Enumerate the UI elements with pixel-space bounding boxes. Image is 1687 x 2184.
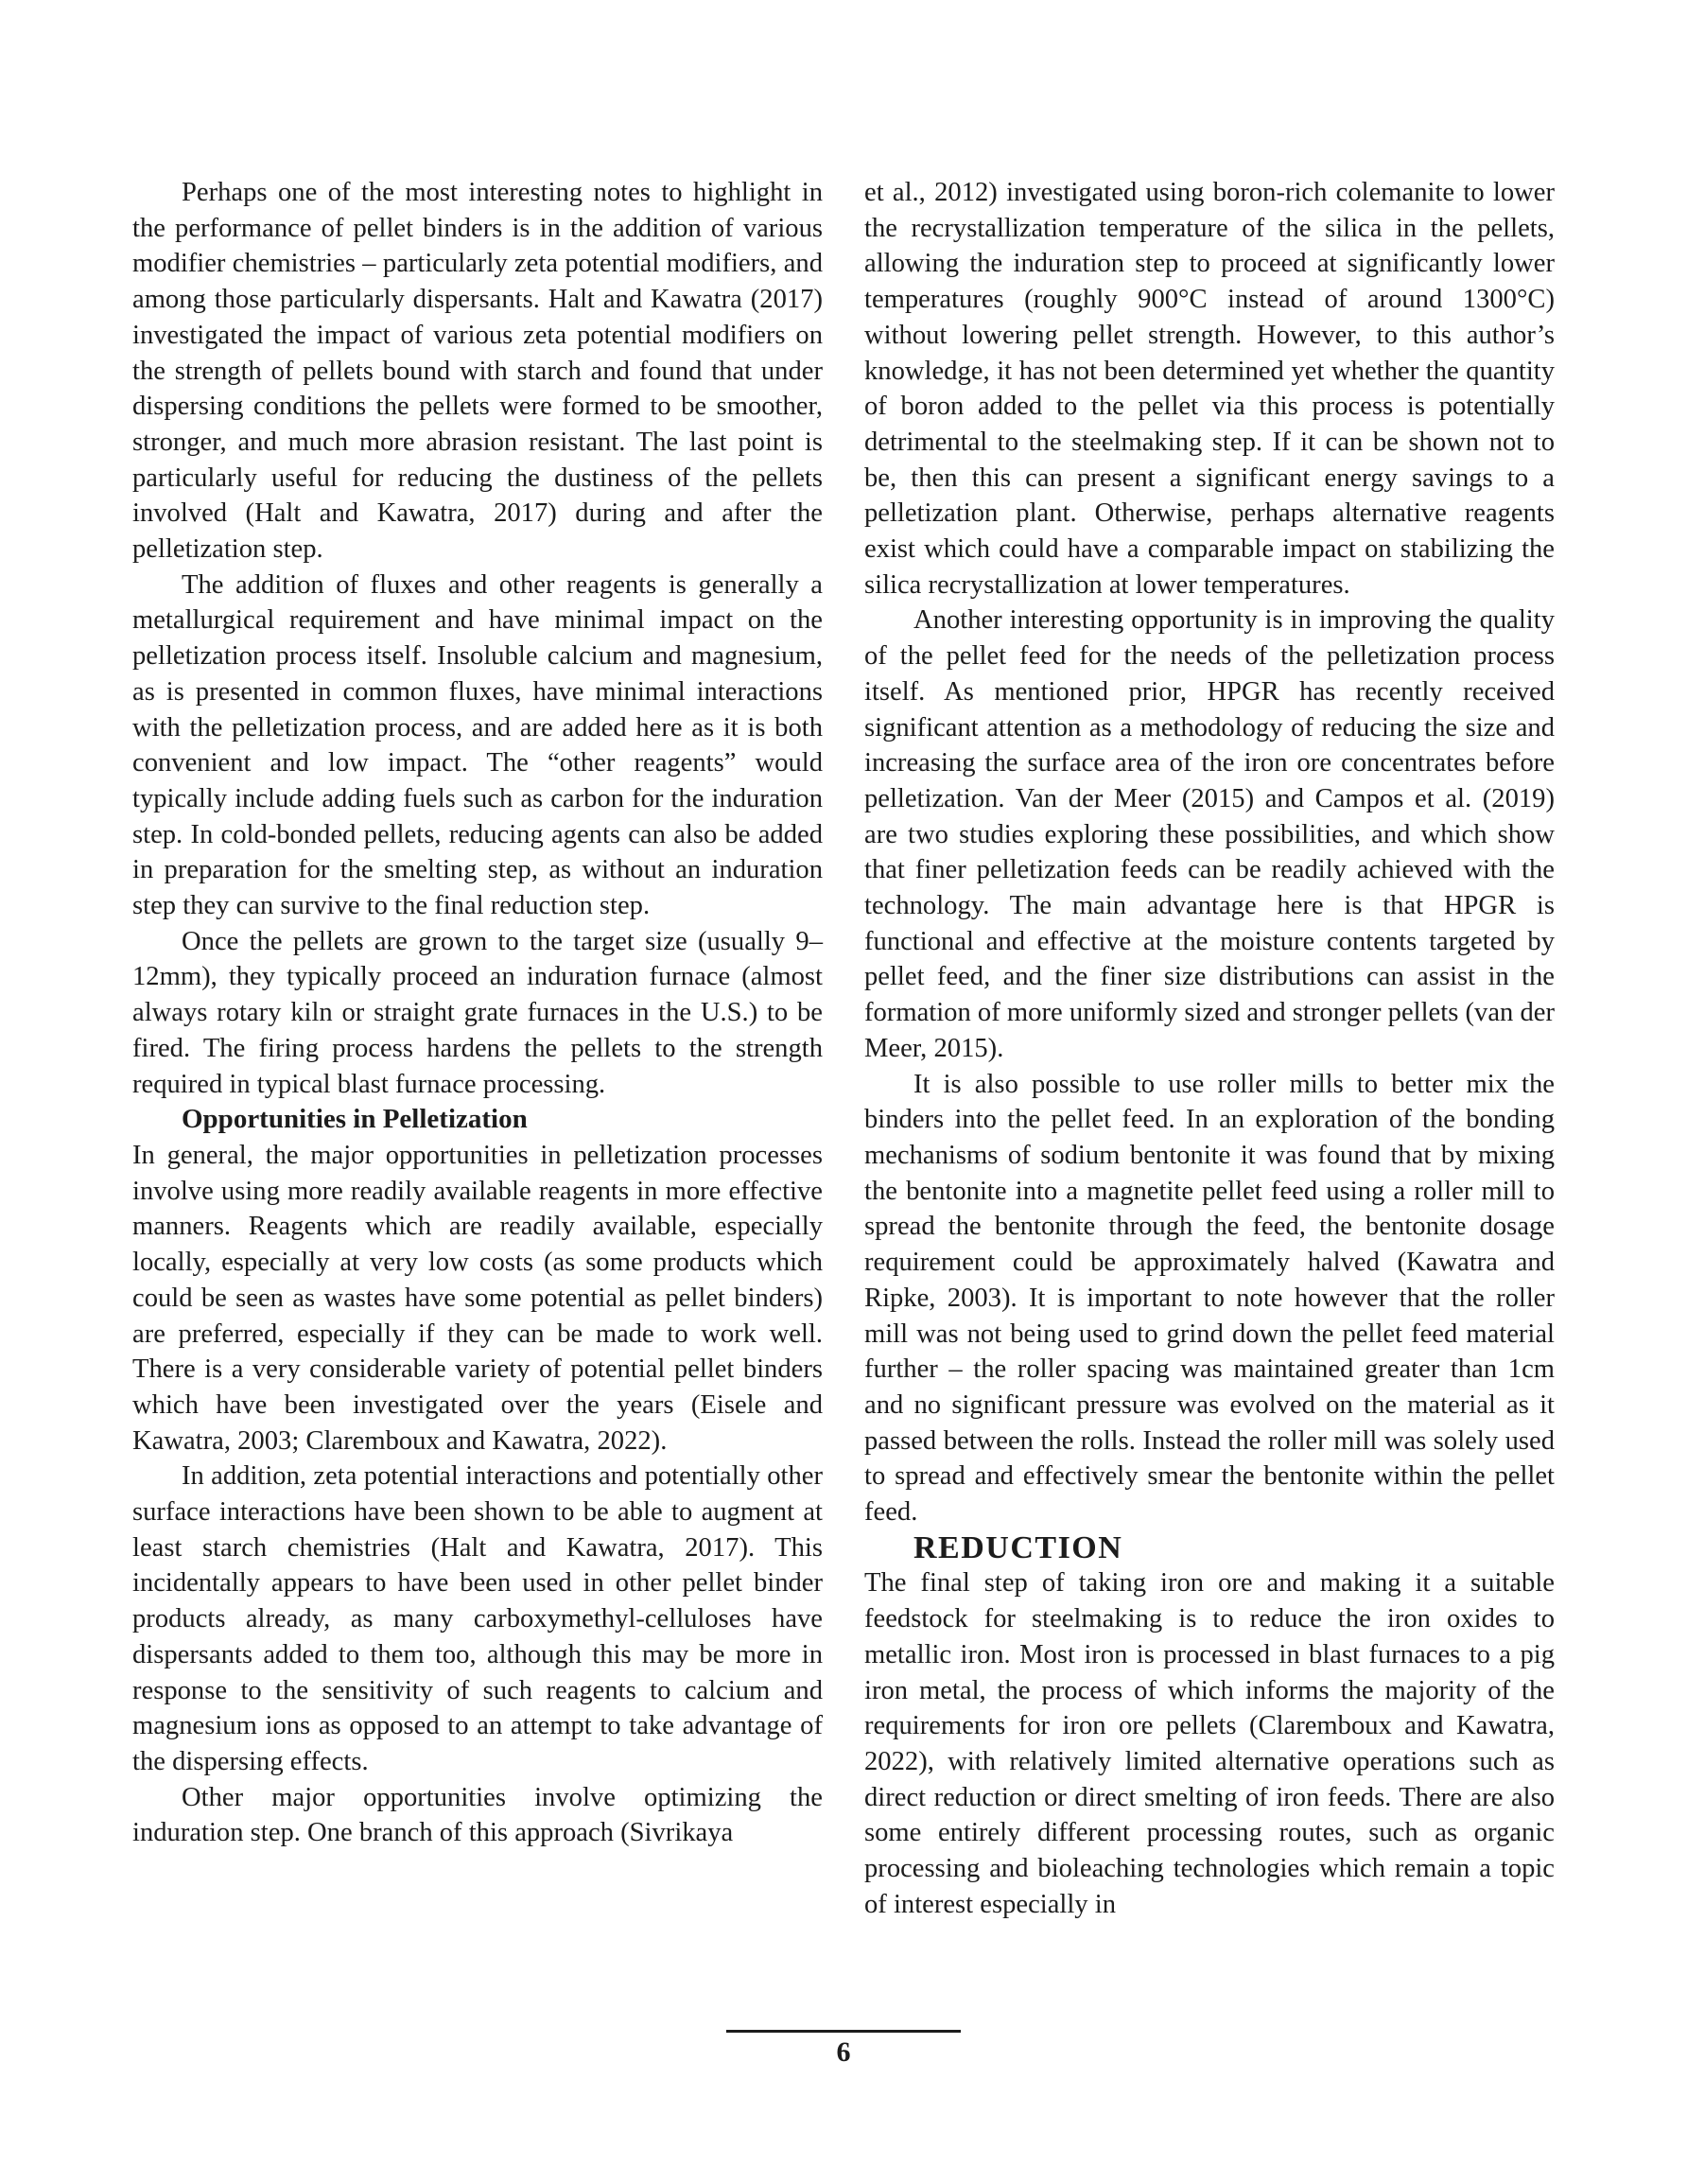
paragraph: The final step of taking iron ore and making it a suitable feedstock for steelmaking is to reduce the iron oxides to metallic iron. Most iron is processed in blast furnaces to a pig iron metal, the process of which informs the majority of the requirements for iron ore pellets (Claremboux and Kawatra, 2022), with relatively limited alternative operations such as direct reduction or direct smelting of iron feeds. There are also some entirely different processing routes, such as organic processing and bioleaching technologies which remain a topic of interest especially in — [864, 1568, 1555, 1919]
paragraph: In addition, zeta potential interactions and potentially other surface interactions have been shown to be able to augment at least starch chemistries (Halt and Kawatra, 2017). This incidentally appears to have been used in other pellet binder products already, as many carboxymethyl-celluloses have dispersants added to them too, although this may be more in response to the sensitivity of such reagents to calcium and magnesium ions as opposed to an attempt to take advantage of the dispersing effects. — [132, 1461, 823, 1776]
paragraph: In general, the major opportunities in pelletization processes involve using more readily available reagents in more effective manners. Reagents which are readily available, especially locally, especially at very low costs (as some products which could be seen as wastes have some potential as pellet binders) are preferred, especially if they can be made to work well. There is a very considerable variety of potential pellet binders which have been investigated over the years (Eisele and Kawatra, 2003; Claremboux and Kawatra, 2022). — [132, 1140, 823, 1456]
right-column — [864, 175, 1555, 1922]
paragraph: Other major opportunities involve optimizing the induration step. One branch of this approach (Sivrikaya — [132, 1782, 823, 1848]
paragraph: Once the pellets are grown to the target size (usually 9–12mm), they typically proceed an induration furnace (almost always rotary kiln or straight grate furnaces in the U.S.) to be fired. The firing process hardens the pellets to the strength required in typical blast furnace processing. — [132, 926, 823, 1099]
section-heading-reduction: REDUCTION — [913, 1529, 1123, 1565]
footer-rule — [726, 2030, 961, 2033]
subheading-opportunities: Opportunities in Pelletization — [182, 1104, 528, 1135]
paragraph: It is also possible to use roller mills to better mix the binders into the pellet feed. In an exploration of the bonding mechanisms of sodium bentonite it was found that by mixing the bentonite into a magnetite pellet feed using a roller mill to spread the bentonite through the feed, the bentonite dosage requirement could be approximately halved (Kawatra and Ripke, 2003). It is important to note however that the roller mill was not being used to grind down the pellet feed material further – the roller spacing was maintained greater than 1cm and no significant pressure was evolved on the material as it passed between the rolls. Instead the roller mill was solely used to spread and effectively smear the bentonite within the pellet feed. — [864, 1069, 1555, 1528]
left-column — [132, 175, 823, 1851]
paragraph: Perhaps one of the most interesting notes to highlight in the performance of pellet binders is in the addition of various modifier chemistries – particularly zeta potential modifiers, and among those particularly dispersants. Halt and Kawatra (2017) investigated the impact of various zeta potential modifiers on the strength of pellets bound with starch and found that under dispersing conditions the pellets were formed to be smoother, stronger, and much more abrasion resistant. The last point is particularly useful for reducing the dustiness of the pellets involved (Halt and Kawatra, 2017) during and after the pelletization step. — [132, 178, 823, 565]
paragraph: The addition of fluxes and other reagents is generally a metallurgical requirement and have minimal impact on the pelletization process itself. Insoluble calcium and magnesium, as is presented in common fluxes, have minimal interactions with the pelletization process, and are added here as it is both convenient and low impact. The “other reagents” would typically include adding fuels such as carbon for the induration step. In cold-bonded pellets, reducing agents can also be added in preparation for the smelting step, as without an induration step they can survive to the final reduction step. — [132, 569, 823, 921]
page-number: 6 — [836, 2036, 851, 2068]
paragraph: et al., 2012) investigated using boron-rich colemanite to lower the recrystallization temperature of the silica in the pellets, allowing the induration step to proceed at significantly lower temperatures (roughly 900°C instead of around 1300°C) without lowering pellet strength. However, to this author’s knowledge, it has not been determined yet whether the quantity of boron added to the pellet via this process is potentially detrimental to the steelmaking step. If it can be shown not to be, then this can present a significant energy savings to a pelletization plant. Otherwise, perhaps alternative reagents exist which could have a comparable impact on stabilizing the silica recrystallization at lower temperatures. — [864, 178, 1555, 600]
paragraph: Another interesting opportunity is in improving the quality of the pellet feed for the needs of the pelletization process itself. As mentioned prior, HPGR has recently received significant attention as a methodology of reducing the size and increasing the surface area of the iron ore concentrates before pelletization. Van der Meer (2015) and Campos et al. (2019) are two studies exploring these possibilities, and which show that finer pelletization feeds can be readily achieved with the technology. The main advantage here is that HPGR is functional and effective at the moisture contents targeted by pellet feed, and the finer size distributions can assist in the formation of more uniformly sized and stronger pellets (van der Meer, 2015). — [864, 605, 1555, 1063]
